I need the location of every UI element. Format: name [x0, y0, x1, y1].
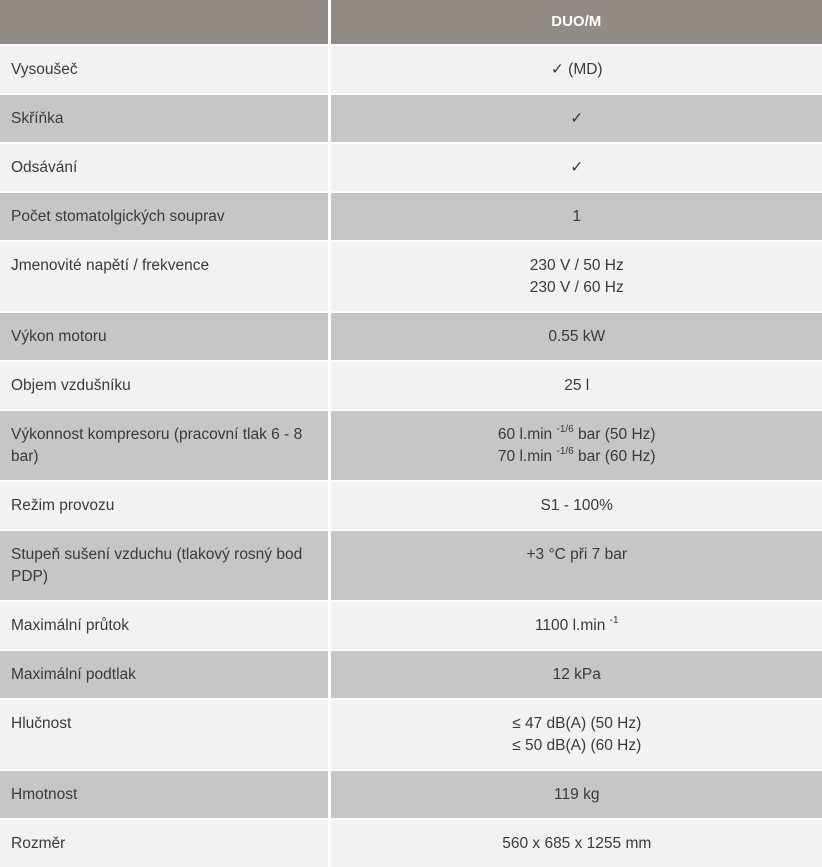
table-header-row	[0, 0, 822, 45]
spec-value-line: 1	[572, 208, 582, 225]
table-row	[0, 819, 822, 867]
table-row	[0, 601, 822, 650]
spec-value-line: 0.55 kW	[548, 328, 606, 345]
spec-value	[329, 45, 822, 94]
spec-value	[329, 650, 822, 699]
table-row	[0, 143, 822, 192]
spec-value-line: 230 V / 60 Hz	[529, 279, 624, 296]
spec-value-line: ≤ 47 dB(A) (50 Hz)	[512, 715, 642, 732]
spec-label: Počet stomatolgických souprav	[0, 192, 329, 241]
spec-value	[329, 819, 822, 867]
table-row	[0, 770, 822, 819]
table-row	[0, 410, 822, 481]
spec-value	[329, 361, 822, 410]
spec-label: Výkonnost kompresoru (pracovní tlak 6 - 8 bar)	[0, 410, 329, 481]
spec-value-line: 560 x 685 x 1255 mm	[502, 835, 652, 852]
spec-value-line	[342, 424, 813, 446]
spec-value-line	[342, 615, 813, 637]
spec-label: Hlučnost	[0, 699, 329, 770]
spec-value	[329, 601, 822, 650]
table-row	[0, 481, 822, 530]
spec-label: Jmenovité napětí / frekvence	[0, 241, 329, 312]
spec-label: Maximální podtlak	[0, 650, 329, 699]
spec-label: Objem vzdušníku	[0, 361, 329, 410]
spec-label: Rozměr	[0, 819, 329, 867]
spec-label: Stupeň sušení vzduchu (tlakový rosný bod PDP)	[0, 530, 329, 601]
value-text: 60 l.min	[497, 426, 557, 443]
spec-value-line: +3 °C při 7 bar	[526, 546, 628, 563]
unit-exponent: -1/6	[556, 423, 574, 435]
spec-value	[329, 143, 822, 192]
unit-exponent: -1/6	[556, 445, 574, 457]
spec-value	[329, 94, 822, 143]
spec-value	[329, 410, 822, 481]
table-row	[0, 361, 822, 410]
value-text: 1100 l.min	[534, 617, 610, 634]
spec-value-line: 119 kg	[554, 786, 600, 803]
table-row	[0, 241, 822, 312]
spec-label: Výkon motoru	[0, 312, 329, 361]
spec-value	[329, 481, 822, 530]
spec-label: Režim provozu	[0, 481, 329, 530]
spec-label: Skříňka	[0, 94, 329, 143]
spec-value	[329, 241, 822, 312]
header-label-cell	[0, 0, 329, 45]
table-row	[0, 45, 822, 94]
spec-label: Vysoušeč	[0, 45, 329, 94]
spec-value-line: S1 - 100%	[540, 497, 613, 514]
spec-value-line: 12 kPa	[552, 666, 601, 683]
spec-value-line: ✓	[570, 159, 584, 176]
table-row	[0, 192, 822, 241]
spec-value	[329, 192, 822, 241]
table-row	[0, 699, 822, 770]
spec-value-line	[342, 446, 813, 468]
spec-value	[329, 530, 822, 601]
table-row	[0, 94, 822, 143]
spec-value	[329, 312, 822, 361]
spec-label: Maximální průtok	[0, 601, 329, 650]
value-text: 70 l.min	[497, 448, 557, 465]
table-row	[0, 312, 822, 361]
spec-value-line: ✓ (MD)	[550, 61, 603, 78]
value-suffix: bar (50 Hz)	[573, 426, 656, 443]
spec-label: Odsávání	[0, 143, 329, 192]
table-row	[0, 650, 822, 699]
spec-value-line: ≤ 50 dB(A) (60 Hz)	[512, 737, 642, 754]
table-row	[0, 530, 822, 601]
value-suffix: bar (60 Hz)	[573, 448, 656, 465]
spec-value-line: ✓	[570, 110, 584, 127]
spec-value	[329, 699, 822, 770]
header-model-name: DUO/M	[329, 0, 822, 45]
spec-value	[329, 770, 822, 819]
unit-exponent: -1	[609, 614, 619, 626]
spec-value-line: 230 V / 50 Hz	[529, 257, 624, 274]
spec-value-line: 25 l	[564, 377, 590, 394]
spec-label: Hmotnost	[0, 770, 329, 819]
